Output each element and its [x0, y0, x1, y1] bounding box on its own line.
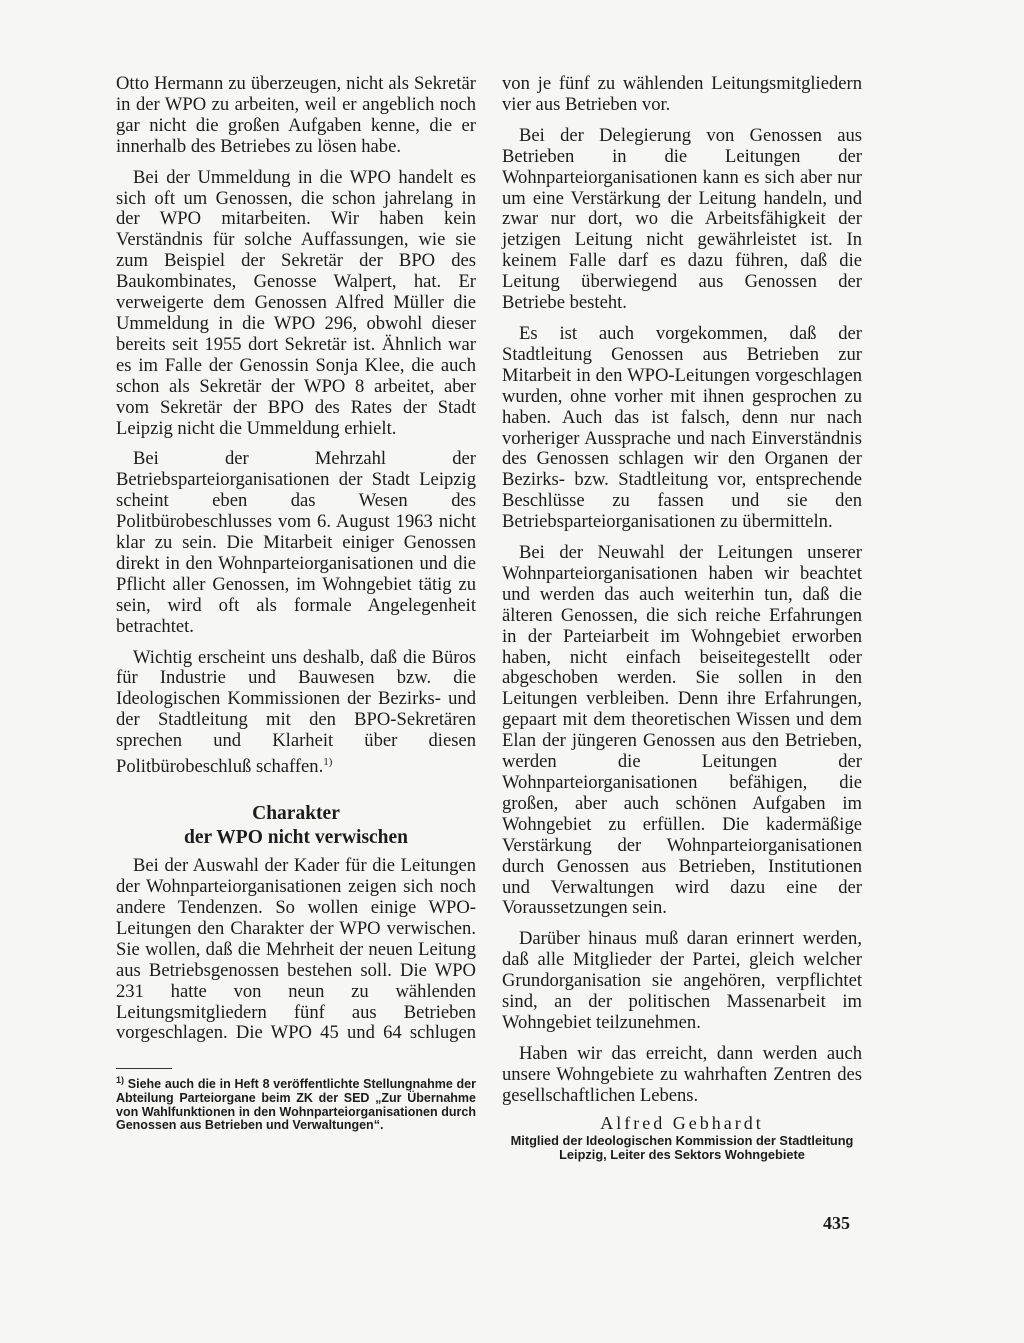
footnote-divider — [116, 1068, 172, 1069]
paragraph: Otto Hermann zu überzeugen, nicht als Sekretär in der WPO zu arbeiten, weil er angeblich noch gar nicht die großen Aufgaben kenne, die er innerhalb des Betriebes zu lösen habe. — [116, 73, 476, 157]
paragraph: Bei der Delegierung von Genossen aus Betrieben in die Leitungen der Wohnparteiorganisationen kann es sich aber nur um eine Verstärkung der Leitung handeln, und zwar nur dort, wo die Arbeitsfähigkeit der jetzigen Leitung nicht gewährleistet ist. In keinem Falle darf es dazu führen, daß die Leitung überwiegend aus Genossen der Betriebe besteht. — [502, 124, 862, 314]
right-column — [502, 74, 862, 1162]
left-column — [116, 74, 476, 1133]
page-number: 435 — [823, 1213, 850, 1233]
heading-line: der WPO nicht verwischen — [183, 827, 409, 849]
heading-line: Charakter — [252, 803, 340, 825]
paragraph: Darüber hinaus muß daran erinnert werden, daß alle Mitglieder der Partei, gleich welcher Grundorganisation sie angehören, verpflichtet sind, an der politischen Massenarbeit im Wohngebiet teilzunehmen. — [502, 928, 862, 1033]
author-affiliation: Mitglied der Ideologischen Kommission der Stadtleitung Leipzig, Leiter des Sektors Wohngebiete — [510, 1132, 854, 1162]
footnote — [116, 1074, 476, 1133]
author-name: Alfred Gebhardt — [600, 1112, 764, 1133]
footnote-text: Siehe auch die in Heft 8 veröffentlichte Stellungnahme der Abteilung Parteiorgane beim ZK der SED „Zur Übernahme von Wahlfunktionen in den Wohnparteiorganisationen durch Genossen aus Betrieben und Verwaltungen“. — [116, 1077, 476, 1133]
paragraph: Es ist auch vorgekommen, daß der Stadtleitung Genossen aus Betrieben zur Mitarbeit in den WPO-Leitungen vorgeschlagen wurden, ohne vorher mit ihnen gesprochen zu haben. Auch das ist falsch, denn nur nach vorheriger Aussprache und nach Einverständnis des Genossen schlagen wir den Organen der Bezirks- bzw. Stadtleitung vor, entsprechende Beschlüsse zu fassen und sie den Betriebsparteiorganisationen zu übermitteln. — [502, 322, 862, 533]
paragraph-text: Wichtig erscheint uns deshalb, daß die Büros für Industrie und Bauwesen bzw. die Ideologischen Kommissionen der Bezirks- und der Stadtleitung mit den BPO-Sekretären sprechen und Klarheit über diesen Politbürobeschluß schaffen. — [116, 646, 476, 778]
footnote-reference: 1) — [323, 756, 333, 769]
paragraph: Bei der Auswahl der Kader für die Leitungen der Wohnparteiorganisationen zeigen sich noch andere Tendenzen. So wollen einige WPO-Leitungen den Charakter der WPO verwischen. Sie wollen, daß die Mehrheit der neuen Leitung aus Betriebsgenossen bestehen soll. Die WPO 231 hatte von neun zu wählenden Leitungsmitgliedern fünf aus Betrieben vorgeschlagen. Die WPO 45 und 64 schlugen — [116, 855, 476, 1044]
section-heading — [116, 802, 476, 850]
paragraph: von je fünf zu wählenden Leitungsmitgliedern vier aus Betrieben vor. — [502, 73, 862, 115]
footnote-mark: 1) — [116, 1075, 125, 1086]
paragraph — [116, 648, 476, 779]
paragraph: Bei der Ummeldung in die WPO handelt es sich oft um Genossen, die schon jahrelang in der WPO mitarbeiten. Wir haben kein Verständnis für solche Auffassungen, wie sie zum Beispiel der Sekretär der BPO des Baukombinates, Genosse Walpert, hat. Er verweigerte dem Genossen Alfred Müller die Ummeldung in die WPO 296, obwohl dieser bereits seit 1955 dort Sekretär ist. Ähnlich war es im Falle der Genossin Sonja Klee, die auch schon als Sekretär der WPO 8 arbeitet, aber vom Sekretär der BPO des Rates der Stadt Leipzig nicht die Ummeldung erhielt. — [116, 166, 476, 439]
paragraph: Bei der Neuwahl der Leitungen unserer Wohnparteiorganisationen haben wir beachtet und werden das auch weiterhin tun, daß die älteren Genossen, die sich reiche Erfahrungen in der Parteiarbeit im Wohngebiet erworben haben, nicht einfach beiseitegestellt oder abgeschoben werden. Sie sollen in den Leitungen verbleiben. Denn ihre Erfahrungen, gepaart mit dem theoretischen Wissen und dem Elan der jüngeren Genossen aus den Betrieben, werden die Leitungen der Wohnparteiorganisationen befähigen, die großen, aber auch schönen Aufgaben im Wohngebiet zu erfüllen. Die kadermäßige Verstärkung der Wohnparteiorganisationen durch Genossen aus Betrieben, Institutionen und Verwaltungen wird dazu eine der Voraussetzungen sein. — [502, 542, 862, 919]
paragraph: Haben wir das erreicht, dann werden auch unsere Wohngebiete zu wahrhaften Zentren des gesellschaftlichen Lebens. — [502, 1042, 862, 1106]
paragraph: Bei der Mehrzahl der Betriebsparteiorganisationen der Stadt Leipzig scheint eben das Wesen des Politbürobeschlusses vom 6. August 1963 nicht klar zu sein. Die Mitarbeit einiger Genossen direkt in den Wohnparteiorganisationen und die Pflicht aller Genossen, im Wohngebiet tätig zu sein, wird oft als formale Angelegenheit betrachtet. — [116, 448, 476, 637]
